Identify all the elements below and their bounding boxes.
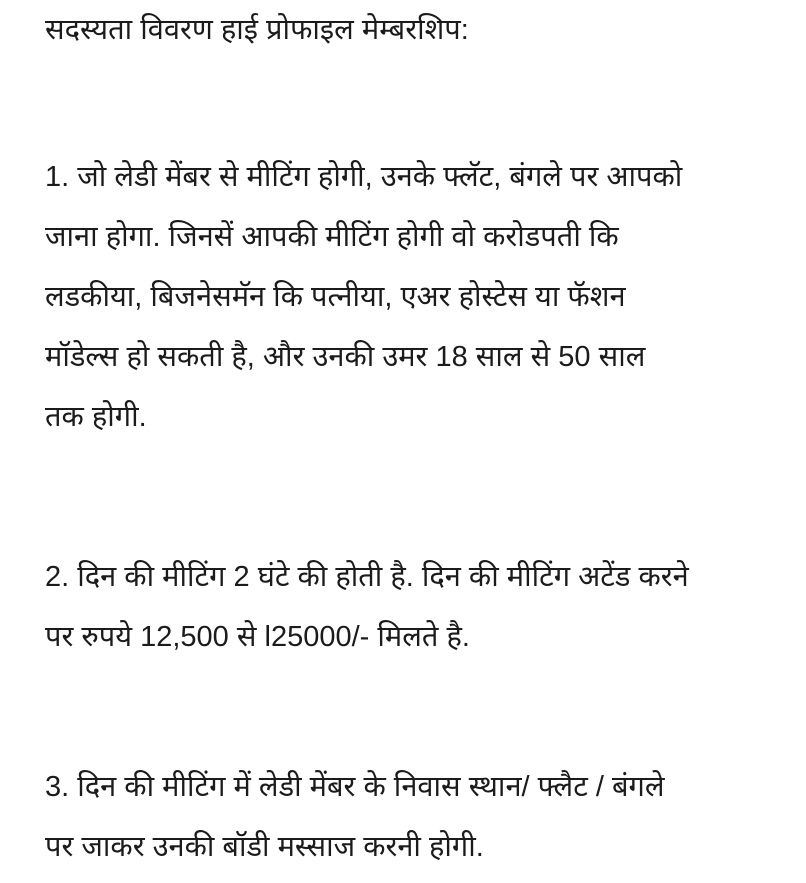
text-line: जाना होगा. जिनसें आपकी मीटिंग होगी वो करोडपती कि (45, 221, 619, 253)
text-line: मॉडेल्स हो सकती है, और उनकी उमर 18 साल से 50 साल (45, 341, 646, 373)
text-line: 3. दिन की मीटिंग में लेडी मेंबर के निवास स्थान/ फ्लैट / बंगले (45, 771, 665, 803)
text-line: 1. जो लेडी मेंबर से मीटिंग होगी, उनके फ्लॅट, बंगले पर आपको (45, 161, 683, 193)
text-line: तक होगी. (45, 401, 147, 433)
text-line: लडकीया, बिजनेसमॅन कि पत्नीया, एअर होस्टेस या फॅशन (45, 281, 626, 313)
text-line: पर जाकर उनकी बॉडी मस्साज करनी होगी. (45, 831, 484, 863)
document-heading: सदस्यता विवरण हाई प्रोफाइल मेम्बरशिप: (45, 14, 469, 46)
paragraph-3 (45, 757, 770, 877)
paragraph-2 (45, 547, 770, 667)
text-line: पर रुपये 12,500 से l25000/- मिलते है. (45, 621, 470, 653)
paragraph-1 (45, 147, 770, 447)
text-line: 2. दिन की मीटिंग 2 घंटे की होती है. दिन की मीटिंग अटेंड करने (45, 561, 689, 593)
